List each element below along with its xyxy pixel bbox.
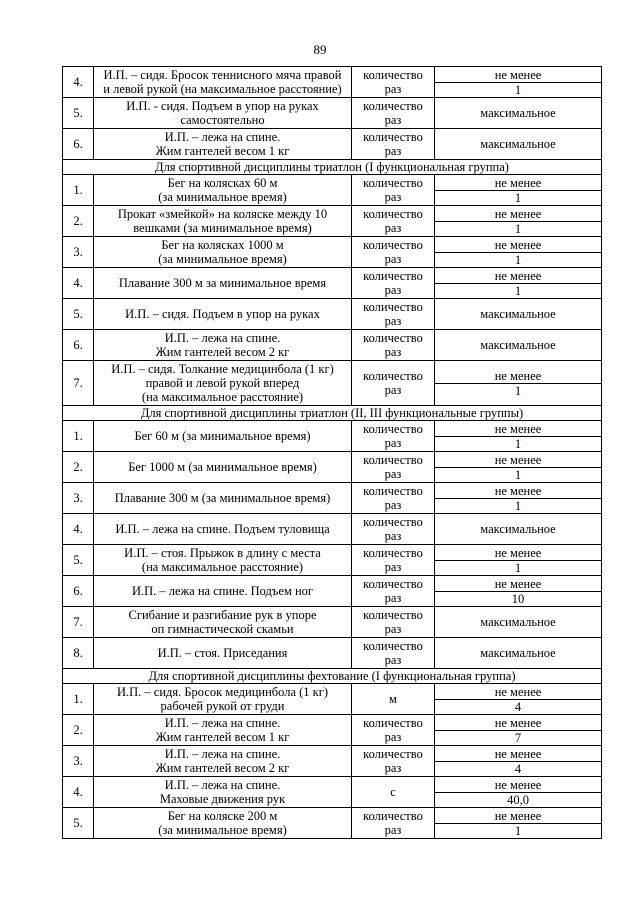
value-number: 1 [514,252,522,267]
exercise-text-line: Жим гантелей весом 2 кг [155,345,290,359]
unit-text-line: раз [384,436,402,450]
value-label-not-less: не менее [435,68,601,83]
unit-text-line: количество [363,515,423,529]
unit-cell [352,808,435,839]
unit-text-line: раз [384,560,402,574]
unit-text-line: количество [363,331,423,345]
exercise-text-line: и левой рукой (на максимальное расстояние) [103,82,342,96]
exercise-text-line: самостоятельно [180,113,265,127]
exercise-cell [94,98,352,129]
value-label-not-less: не менее [435,269,601,284]
exercise-cell [94,808,352,839]
row-number: 5. [63,808,94,839]
value-number: 1 [514,82,522,97]
value-number: 1 [514,221,522,236]
unit-text-line: раз [384,314,402,328]
value-label-not-less: не менее [435,484,601,499]
table-row [63,483,602,514]
exercise-text-line: И.П. – сидя. Бросок медицинбола (1 кг) [116,685,329,699]
value-label-not-less: не менее [435,747,601,762]
exercise-cell [94,483,352,514]
value-number: 1 [514,467,522,482]
exercise-text-line: И.П. – лежа на спине. Подъем туловища [115,522,330,536]
exercise-text-line: И.П. – стоя. Прыжок в длину с места [124,546,321,560]
value-label-not-less: не менее [435,207,601,222]
unit-text-line: количество [363,238,423,252]
row-number: 2. [63,206,94,237]
unit-text-line: раз [384,221,402,235]
exercise-text-line: И.П. - сидя. Подъем в упор на руках [126,99,319,113]
exercise-text-line: вешками (за минимальное время) [133,221,312,235]
table-row [63,452,602,483]
unit-text-line: раз [384,653,402,667]
unit-text-line: количество [363,484,423,498]
unit-text-line: раз [384,730,402,744]
value-cell [435,237,602,268]
value-cell [435,67,602,98]
row-number: 4. [63,268,94,299]
exercise-cell [94,607,352,638]
value-cell [435,808,602,839]
row-number: 1. [63,175,94,206]
exercise-text-line: Бег 60 м (за минимальное время) [134,429,311,443]
unit-text-line: раз [384,467,402,481]
unit-text-line: раз [384,113,402,127]
unit-cell [352,361,435,406]
value-cell [435,638,602,669]
exercise-text-line: Бег на коляске 200 м [167,809,278,823]
value-number: 1 [514,436,522,451]
table-row [63,576,602,607]
section-heading: Для спортивной дисциплины фехтование (I функциональная группа) [63,669,602,684]
unit-text-line: количество [363,546,423,560]
unit-text-line: с [390,785,396,799]
table-row [63,715,602,746]
exercise-cell [94,330,352,361]
exercise-text-line: И.П. – лежа на спине. [164,747,281,761]
section-heading: Для спортивной дисциплины триатлон (I функциональная группа) [63,160,602,175]
exercise-text-line: И.П. – сидя. Толкание медицинбола (1 кг) [111,362,334,376]
section-heading: Для спортивной дисциплины триатлон (II, III функциональные группы) [63,406,602,421]
row-number: 5. [63,98,94,129]
exercise-text-line: Жим гантелей весом 1 кг [155,144,290,158]
unit-cell [352,607,435,638]
unit-cell [352,514,435,545]
value-cell [435,483,602,514]
unit-text-line: раз [384,252,402,266]
value-label-not-less: не менее [435,577,601,592]
unit-text-line: раз [384,823,402,837]
value-maximal: максимальное [480,522,556,536]
unit-text-line: количество [363,577,423,591]
exercise-cell [94,421,352,452]
value-label-not-less: не менее [435,716,601,731]
value-cell [435,514,602,545]
unit-text-line: раз [384,82,402,96]
unit-text-line: раз [384,591,402,605]
unit-cell [352,545,435,576]
exercise-cell [94,638,352,669]
row-number: 1. [63,684,94,715]
row-number: 6. [63,129,94,160]
value-cell [435,684,602,715]
value-cell [435,777,602,808]
exercise-text-line: (на максимальное расстояние) [141,560,304,574]
value-cell [435,268,602,299]
unit-text-line: количество [363,176,423,190]
exercise-text-line: правой и левой рукой вперед [145,376,300,390]
value-cell [435,746,602,777]
value-cell [435,129,602,160]
exercise-cell [94,129,352,160]
value-label-not-less: не менее [435,369,601,384]
unit-cell [352,330,435,361]
row-number: 4. [63,67,94,98]
section-heading-row [63,406,602,421]
page-number: 89 [313,42,327,57]
value-label-not-less: не менее [435,422,601,437]
unit-cell [352,421,435,452]
value-maximal: максимальное [480,307,556,321]
exercise-text-line: Сгибание и разгибание рук в упоре [128,608,317,622]
exercise-text-line: (за минимальное время) [158,823,287,837]
table-row [63,545,602,576]
value-cell [435,576,602,607]
unit-cell [352,206,435,237]
value-number: 4 [514,761,522,776]
exercise-cell [94,452,352,483]
table-row [63,607,602,638]
exercise-text-line: Бег 1000 м (за минимальное время) [128,460,317,474]
unit-cell [352,777,435,808]
exercise-text-line: Прокат «змейкой» на коляске между 10 [117,207,328,221]
row-number: 3. [63,237,94,268]
exercise-cell [94,545,352,576]
table-row [63,330,602,361]
exercise-text-line: Бег на колясках 1000 м [161,238,284,252]
value-number: 1 [514,560,522,575]
exercise-cell [94,514,352,545]
exercise-text-line: И.П. – лежа на спине. Подъем ног [131,584,314,598]
unit-text-line: количество [363,716,423,730]
unit-text-line: раз [384,345,402,359]
exercise-cell [94,746,352,777]
exercise-text-line: И.П. – лежа на спине. [164,331,281,345]
exercise-text-line: Плавание 300 м за минимальное время [118,276,327,290]
unit-cell [352,98,435,129]
row-number: 4. [63,777,94,808]
exercise-cell [94,206,352,237]
exercise-cell [94,361,352,406]
exercise-cell [94,299,352,330]
row-number: 5. [63,299,94,330]
exercise-text-line: И.П. – сидя. Бросок теннисного мяча правой [103,68,342,82]
unit-text-line: раз [384,190,402,204]
exercise-cell [94,777,352,808]
exercise-cell [94,237,352,268]
exercise-text-line: (на максимальное расстояние) [141,390,304,404]
unit-text-line: раз [384,622,402,636]
unit-text-line: количество [363,207,423,221]
exercise-cell [94,67,352,98]
value-cell [435,421,602,452]
exercise-text-line: И.П. – лежа на спине. [164,716,281,730]
table-row [63,514,602,545]
exercise-text-line: Маховые движения рук [159,792,286,806]
exercise-text-line: (за минимальное время) [158,252,287,266]
unit-cell [352,684,435,715]
exercise-text-line: И.П. – лежа на спине. [164,778,281,792]
exercise-text-line: оп гимнастической скамьи [151,622,294,636]
value-cell [435,330,602,361]
row-number: 6. [63,330,94,361]
table-row [63,808,602,839]
table-row [63,361,602,406]
table-row [63,175,602,206]
section-heading-row [63,669,602,684]
row-number: 3. [63,483,94,514]
unit-cell [352,483,435,514]
value-cell [435,206,602,237]
value-number: 1 [514,383,522,398]
value-maximal: максимальное [480,137,556,151]
exercise-text-line: (за минимальное время) [158,190,287,204]
value-label-not-less: не менее [435,546,601,561]
value-label-not-less: не менее [435,453,601,468]
unit-cell [352,237,435,268]
unit-text-line: раз [384,498,402,512]
table-row [63,129,602,160]
row-number: 1. [63,421,94,452]
exercise-cell [94,715,352,746]
exercise-text-line: Жим гантелей весом 1 кг [155,730,290,744]
value-maximal: максимальное [480,615,556,629]
unit-text-line: раз [384,283,402,297]
unit-text-line: раз [384,761,402,775]
value-label-not-less: не менее [435,778,601,793]
exercise-text-line: И.П. – стоя. Приседания [157,646,288,660]
unit-text-line: количество [363,608,423,622]
unit-text-line: раз [384,529,402,543]
row-number: 4. [63,514,94,545]
unit-text-line: количество [363,369,423,383]
unit-text-line: количество [363,130,423,144]
unit-text-line: количество [363,809,423,823]
exercise-cell [94,268,352,299]
section-heading-row [63,160,602,175]
value-number: 7 [514,730,522,745]
unit-cell [352,715,435,746]
value-label-not-less: не менее [435,809,601,824]
value-label-not-less: не менее [435,176,601,191]
row-number: 7. [63,361,94,406]
value-cell [435,715,602,746]
value-cell [435,98,602,129]
unit-text-line: количество [363,99,423,113]
value-number: 4 [514,699,522,714]
value-maximal: максимальное [480,646,556,660]
value-cell [435,361,602,406]
unit-text-line: количество [363,422,423,436]
value-number: 10 [511,591,525,606]
exercise-text-line: Жим гантелей весом 2 кг [155,761,290,775]
row-number: 2. [63,715,94,746]
unit-cell [352,268,435,299]
unit-cell [352,299,435,330]
exercise-text-line: рабочей рукой от груди [160,699,285,713]
exercise-cell [94,175,352,206]
value-cell [435,175,602,206]
standards-table [62,66,602,839]
value-label-not-less: не менее [435,238,601,253]
row-number: 7. [63,607,94,638]
unit-text-line: раз [384,144,402,158]
table-row [63,299,602,330]
exercise-cell [94,576,352,607]
value-cell [435,545,602,576]
unit-text-line: количество [363,300,423,314]
table-row [63,237,602,268]
value-number: 1 [514,498,522,513]
unit-cell [352,638,435,669]
table-row [63,98,602,129]
value-number: 40,0 [507,792,529,807]
unit-text-line: количество [363,639,423,653]
row-number: 3. [63,746,94,777]
unit-cell [352,175,435,206]
unit-cell [352,129,435,160]
value-cell [435,299,602,330]
unit-text-line: количество [363,747,423,761]
unit-cell [352,452,435,483]
unit-cell [352,746,435,777]
exercise-text-line: Бег на колясках 60 м [167,176,278,190]
value-maximal: максимальное [480,338,556,352]
table-row [63,206,602,237]
table-row [63,777,602,808]
exercise-text-line: И.П. – лежа на спине. [164,130,281,144]
table-row [63,421,602,452]
value-number: 1 [514,190,522,205]
value-cell [435,452,602,483]
row-number: 8. [63,638,94,669]
exercise-text-line: И.П. – сидя. Подъем в упор на руках [125,307,320,321]
table-row [63,638,602,669]
row-number: 6. [63,576,94,607]
table-row [63,67,602,98]
value-number: 1 [514,283,522,298]
value-maximal: максимальное [480,106,556,120]
unit-text-line: м [389,692,397,706]
row-number: 2. [63,452,94,483]
unit-text-line: количество [363,453,423,467]
exercise-cell [94,684,352,715]
table-row [63,268,602,299]
unit-text-line: количество [363,269,423,283]
value-label-not-less: не менее [435,685,601,700]
table-row [63,684,602,715]
unit-text-line: количество [363,68,423,82]
value-cell [435,607,602,638]
table-row [63,746,602,777]
unit-cell [352,67,435,98]
unit-text-line: раз [384,383,402,397]
unit-cell [352,576,435,607]
row-number: 5. [63,545,94,576]
exercise-text-line: Плавание 300 м (за минимальное время) [114,491,331,505]
value-number: 1 [514,823,522,838]
